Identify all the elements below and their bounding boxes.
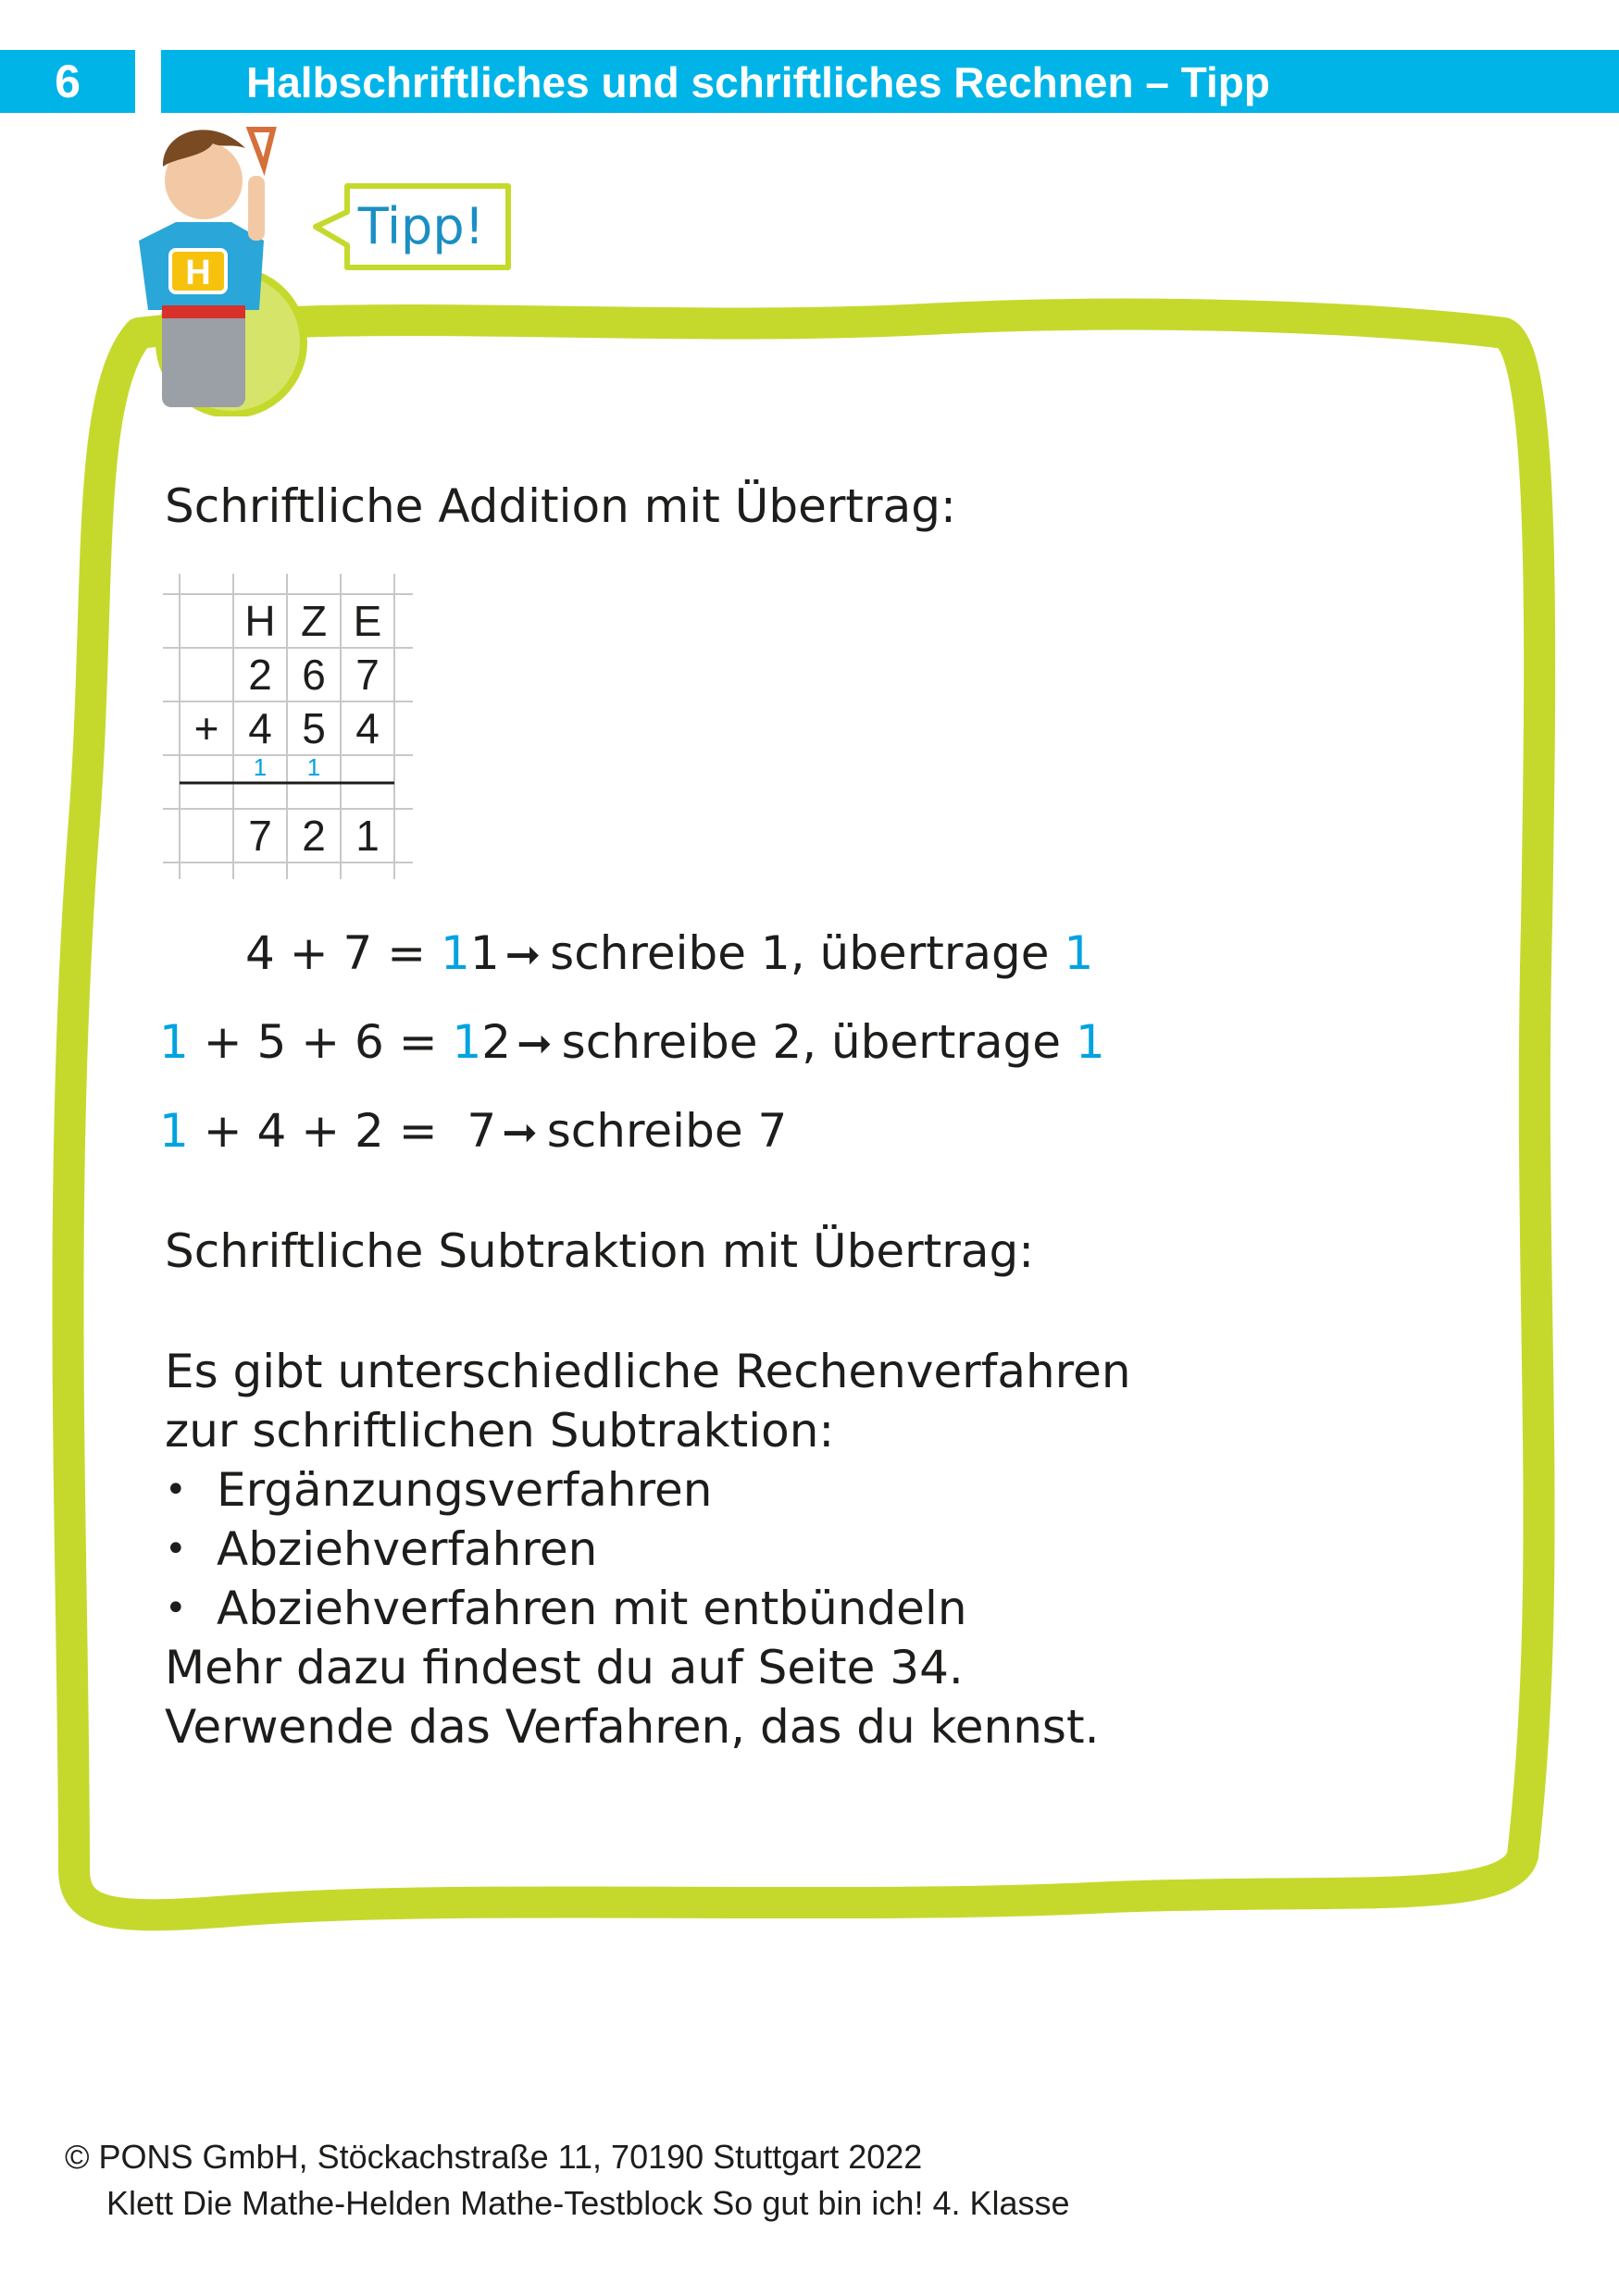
grid-row1-e: 7 (355, 651, 380, 699)
grid-row1-h: 2 (248, 651, 272, 699)
addition-step-1 (245, 924, 1093, 984)
addition-grid (163, 574, 413, 879)
step-expression: + 4 + 2 = (188, 1104, 467, 1158)
step-text: schreibe 2, übertrage (561, 1015, 1076, 1069)
addition-step-2 (159, 1012, 1105, 1073)
step-result-digit: 2 (481, 1015, 512, 1069)
grid-carry-z: 1 (306, 753, 321, 781)
subtraction-note-line1: Mehr dazu findest du auf Seite 34. (165, 1641, 964, 1694)
grid-row2-h: 4 (248, 704, 272, 752)
grid-row2-z: 5 (302, 704, 326, 752)
footer-product: Klett Die Mathe-Helden Mathe-Testblock So gut bin ich! 4. Klasse (106, 2184, 1070, 2222)
step-carry-out: 1 (1064, 926, 1094, 980)
grid-result-h: 7 (248, 812, 272, 860)
grid-row2-e: 4 (355, 704, 380, 752)
subtraction-heading: Schriftliche Subtraktion mit Übertrag: (165, 1224, 1035, 1278)
grid-result-z: 2 (302, 812, 326, 860)
step-result-carry: 1 (441, 926, 470, 980)
grid-row1-z: 6 (302, 651, 326, 699)
step-expression: 4 + 7 = (245, 926, 441, 980)
step-expression: + 5 + 6 = (188, 1015, 453, 1069)
subtraction-note-line2: Verwende das Verfahren, das du kennst. (165, 1700, 1100, 1754)
method-item-1: Ergänzungsverfahren (217, 1463, 713, 1517)
arrow-right-icon: ➞ (502, 1107, 538, 1157)
step-text: schreibe 7 (546, 1104, 788, 1158)
grid-header-h: H (244, 597, 276, 645)
arrow-right-icon: ➞ (504, 929, 542, 979)
step-carry-out: 1 (1075, 1015, 1105, 1069)
grid-plus-sign: + (193, 704, 219, 752)
bullet-icon: • (165, 1528, 187, 1570)
page-title: Halbschriftliches und schriftliches Rechnen – Tipp (246, 58, 1270, 106)
step-text: schreibe 1, übertrage (550, 926, 1065, 980)
page-number: 6 (0, 50, 135, 113)
addition-step-3 (159, 1101, 787, 1161)
subtraction-intro-line1: Es gibt unterschiedliche Rechenverfahren (165, 1345, 1131, 1398)
method-item-2: Abziehverfahren (217, 1522, 598, 1576)
addition-heading: Schriftliche Addition mit Übertrag: (165, 479, 956, 533)
step-carry-in: 1 (159, 1104, 189, 1158)
step-result-digit: 7 (467, 1104, 497, 1158)
grid-result-e: 1 (355, 812, 380, 860)
subtraction-intro-line2: zur schriftlichen Subtraktion: (165, 1404, 835, 1458)
grid-header-e: E (353, 597, 382, 645)
method-item-3: Abziehverfahren mit entbündeln (217, 1582, 967, 1635)
grid-header-z: Z (300, 597, 328, 645)
grid-carry-h: 1 (253, 753, 268, 781)
bullet-icon: • (165, 1587, 187, 1630)
step-carry-in: 1 (159, 1015, 189, 1069)
hero-mascot-icon (74, 111, 333, 416)
tip-label: Tipp! (357, 197, 485, 255)
footer-copyright: © PONS GmbH, Stöckachstraße 11, 70190 Stuttgart 2022 (65, 2138, 923, 2176)
arrow-right-icon: ➞ (517, 1018, 553, 1068)
bullet-icon: • (165, 1469, 187, 1511)
step-result-digit: 1 (469, 926, 500, 980)
svg-text:H: H (185, 254, 211, 292)
step-result-carry: 1 (452, 1015, 482, 1069)
